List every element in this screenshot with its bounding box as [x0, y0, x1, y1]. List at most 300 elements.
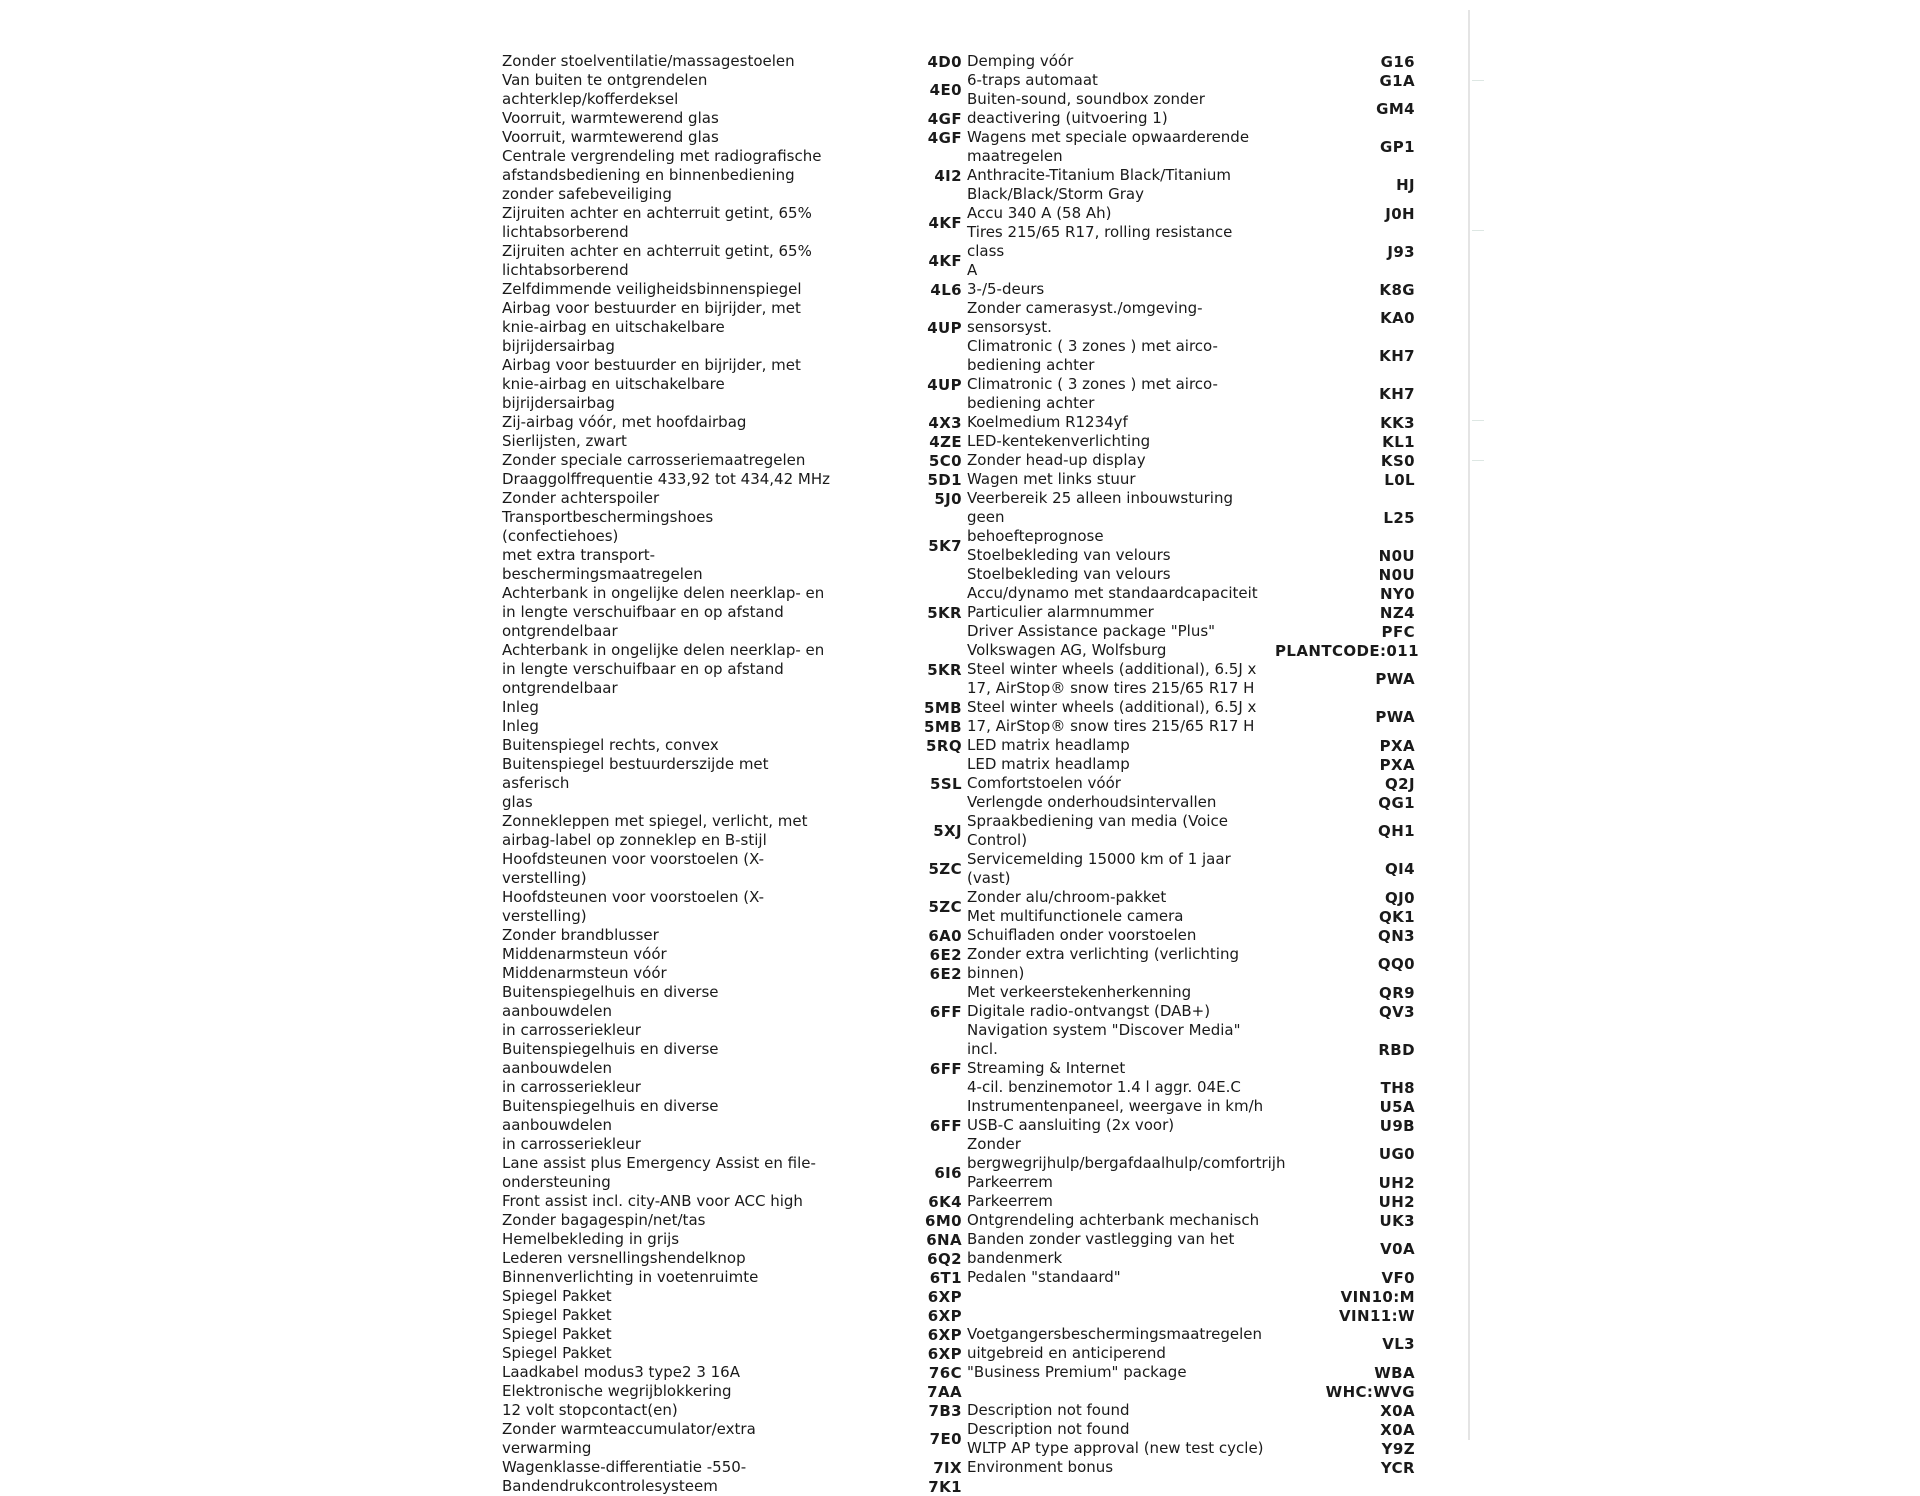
option-entry: [967, 774, 1415, 793]
option-code: 7K1: [928, 1477, 962, 1496]
option-code: N0U: [1378, 546, 1415, 565]
option-description: Zonder head-up display: [967, 451, 1146, 469]
option-code: QG1: [1378, 793, 1415, 812]
option-description: Bandendrukcontrolesysteem: [502, 1477, 718, 1495]
option-entry: [502, 755, 962, 812]
option-entry: [967, 945, 1415, 983]
option-description: Achterbank in ongelijke delen neerklap- en in lengte verschuifbaar en op afstand ontgrendelbaar: [502, 641, 825, 697]
option-description: Steel winter wheels (additional), 6.5J x 17, AirStop® snow tires 215/65 R17 H: [967, 660, 1257, 697]
option-description: Digitale radio-ontvangst (DAB+): [967, 1002, 1211, 1020]
option-description: Hoofdsteunen voor voorstoelen (X- verstelling): [502, 850, 765, 887]
option-code: 6K4: [928, 1192, 962, 1211]
option-code: L25: [1383, 508, 1415, 527]
option-entry: [967, 1439, 1415, 1458]
option-description: Inleg: [502, 717, 539, 735]
option-description: Zijruiten achter en achterruit getint, 65% lichtabsorberend: [502, 204, 812, 241]
option-code: 6FF: [929, 1002, 962, 1021]
option-description: Zonder extra verlichting (verlichting binnen): [967, 945, 1239, 982]
option-code: 6A0: [928, 926, 962, 945]
option-entry: [967, 660, 1415, 698]
option-description: LED matrix headlamp: [967, 755, 1130, 773]
option-code: UH2: [1378, 1192, 1415, 1211]
option-description: Airbag voor bestuurder en bijrijder, met knie-airbag en uitschakelbare bijrijdersairbag: [502, 299, 801, 355]
option-code: PWA: [1375, 670, 1415, 688]
option-entry: [502, 451, 962, 470]
option-description: [967, 1306, 1272, 1325]
option-code: 5J0: [934, 489, 962, 508]
option-code: 7B3: [928, 1401, 962, 1420]
option-code: 5ZC: [928, 898, 962, 916]
option-entry: [502, 508, 962, 584]
option-description: Met multifunctionele camera: [967, 907, 1184, 925]
option-entry: [502, 1154, 962, 1192]
option-description: Comfortstoelen vóór: [967, 774, 1121, 792]
option-code: 5XJ: [933, 822, 962, 840]
option-description: Airbag voor bestuurder en bijrijder, met knie-airbag en uitschakelbare bijrijdersairbag: [502, 356, 801, 412]
option-code: 5D1: [927, 470, 962, 489]
option-code: 6T1: [929, 1268, 962, 1287]
option-code: 6XP: [927, 1344, 962, 1363]
option-entry: [967, 223, 1415, 280]
option-code: 7E0: [929, 1430, 962, 1448]
option-description: Laadkabel modus3 type2 3 16A: [502, 1363, 740, 1381]
option-code: X0A: [1380, 1401, 1415, 1420]
option-code: 7AA: [927, 1382, 962, 1401]
option-entry: [967, 907, 1415, 926]
option-entry: [967, 1306, 1415, 1325]
option-description: Zonder speciale carrosseriemaatregelen: [502, 451, 806, 469]
options-list-right: [967, 52, 1419, 1477]
option-code: 5KR: [927, 660, 962, 679]
option-description: Servicemelding 15000 km of 1 jaar (vast): [967, 850, 1231, 887]
option-code: 5K7: [928, 537, 962, 555]
option-description: Parkeerrem: [967, 1192, 1053, 1210]
option-entry: [502, 1325, 962, 1344]
option-code: 4X3: [928, 413, 962, 432]
option-code: 6NA: [926, 1230, 962, 1249]
option-entry: [502, 1344, 962, 1363]
option-code: L0L: [1384, 470, 1415, 489]
option-code: RBD: [1378, 1040, 1415, 1059]
option-description: LED matrix headlamp: [967, 736, 1130, 754]
edge-tick: [1472, 80, 1484, 81]
option-description: Inleg: [502, 698, 539, 716]
option-entry: [502, 1097, 962, 1154]
option-entry: [967, 1268, 1415, 1287]
option-code: J0H: [1385, 204, 1415, 223]
edge-tick: [1472, 230, 1484, 231]
option-entry: [967, 1420, 1415, 1439]
option-code: QQ0: [1377, 955, 1415, 973]
option-code: PLANTCODE:011: [1275, 641, 1419, 660]
option-entry: [502, 242, 962, 280]
option-description: Accu 340 A (58 Ah): [967, 204, 1112, 222]
option-code: G16: [1380, 52, 1415, 71]
option-code: Q2J: [1385, 774, 1415, 793]
option-code: PXA: [1379, 755, 1415, 774]
option-entry: [967, 622, 1415, 641]
option-entry: [502, 299, 962, 356]
option-entry: [502, 584, 962, 641]
option-description: Lane assist plus Emergency Assist en file- ondersteuning: [502, 1154, 816, 1191]
option-description: Buitenspiegelhuis en diverse aanbouwdelen in carrosseriekleur: [502, 1097, 719, 1153]
option-description: Accu/dynamo met standaardcapaciteit: [967, 584, 1258, 602]
option-code: HJ: [1396, 176, 1415, 194]
option-description: Zonder bergwegrijhulp/bergafdaalhulp/comfortrijh: [967, 1135, 1286, 1172]
option-entry: [967, 584, 1415, 603]
option-description: Description not found: [967, 1420, 1130, 1438]
option-entry: [967, 52, 1415, 71]
option-entry: [967, 1097, 1415, 1116]
option-entry: [502, 489, 962, 508]
option-entry: [502, 470, 962, 489]
option-description: Wagenklasse-differentiatie -550-: [502, 1458, 747, 1476]
option-code: PXA: [1379, 736, 1415, 755]
option-description: Spiegel Pakket: [502, 1344, 612, 1362]
option-entry: [967, 1116, 1415, 1135]
option-description: Stoelbekleding van velours: [967, 546, 1171, 564]
option-description: Spraakbediening van media (Voice Control): [967, 812, 1229, 849]
option-code: 6FF: [929, 1059, 962, 1078]
option-code: WHC:WVG: [1325, 1382, 1415, 1401]
option-description: Centrale vergrendeling met radiografische afstandsbediening en binnenbediening zonder safebeveiliging: [502, 147, 822, 203]
option-entry: [967, 166, 1415, 204]
option-code: 5C0: [928, 451, 962, 470]
option-code: 76C: [928, 1363, 962, 1382]
option-entry: [502, 71, 962, 109]
option-entry: [502, 128, 962, 147]
option-description: WLTP AP type approval (new test cycle): [967, 1439, 1264, 1457]
option-code: 4ZE: [929, 432, 962, 451]
option-entry: [967, 926, 1415, 945]
option-entry: [967, 565, 1415, 584]
option-entry: [967, 1211, 1415, 1230]
option-entry: [967, 603, 1415, 622]
option-code: PFC: [1381, 622, 1415, 641]
option-entry: [502, 1040, 962, 1097]
option-description: Zonder warmteaccumulator/extra verwarming: [502, 1420, 756, 1457]
option-code: U5A: [1379, 1097, 1415, 1116]
option-code: 4KF: [928, 252, 962, 270]
option-code: UG0: [1378, 1145, 1415, 1163]
option-description: Achterbank in ongelijke delen neerklap- en in lengte verschuifbaar en op afstand ontgrendelbaar: [502, 584, 825, 640]
option-code: 6XP: [927, 1287, 962, 1306]
option-code: 5RQ: [926, 736, 962, 755]
option-code: 5MB: [924, 698, 962, 717]
option-code: 4GF: [927, 109, 962, 128]
option-description: Spiegel Pakket: [502, 1325, 612, 1343]
option-description: 3-/5-deurs: [967, 280, 1045, 298]
option-entry: [502, 204, 962, 242]
option-code: 4GF: [927, 128, 962, 147]
option-code: UH2: [1378, 1173, 1415, 1192]
option-entry: [502, 1287, 962, 1306]
option-description: Driver Assistance package "Plus": [967, 622, 1216, 640]
option-code: QI4: [1385, 860, 1415, 878]
option-entry: [502, 926, 962, 945]
option-description: Sierlijsten, zwart: [502, 432, 627, 450]
option-entry: [967, 1401, 1415, 1420]
option-description: Steel winter wheels (additional), 6.5J x 17, AirStop® snow tires 215/65 R17 H: [967, 698, 1257, 735]
option-entry: [502, 812, 962, 850]
option-description: Middenarmsteun vóór: [502, 945, 667, 963]
option-description: Spiegel Pakket: [502, 1287, 612, 1305]
option-entry: [967, 1382, 1415, 1401]
option-entry: [967, 204, 1415, 223]
option-code: KH7: [1379, 347, 1415, 365]
option-entry: [967, 432, 1415, 451]
option-code: 4UP: [927, 318, 962, 337]
option-entry: [967, 375, 1415, 413]
option-description: [967, 1382, 1272, 1401]
option-entry: [967, 1173, 1415, 1192]
option-code: KS0: [1380, 451, 1415, 470]
option-entry: [502, 147, 962, 204]
option-entry: [502, 1382, 962, 1401]
option-entry: [967, 698, 1415, 736]
option-code: UK3: [1379, 1211, 1415, 1230]
option-description: Zonnekleppen met spiegel, verlicht, met airbag-label op zonneklep en B-stijl: [502, 812, 808, 849]
option-entry: [502, 964, 962, 983]
option-description: Voetgangersbeschermingsmaatregelen uitgebreid en anticiperend: [967, 1325, 1263, 1362]
option-code: 7IX: [933, 1458, 962, 1477]
option-code: GM4: [1376, 100, 1415, 118]
option-code: 5MB: [924, 717, 962, 736]
option-description: Climatronic ( 3 zones ) met airco- bediening achter: [967, 337, 1218, 374]
option-code: K8G: [1379, 280, 1415, 299]
option-code: QR9: [1379, 983, 1415, 1002]
option-entry: [967, 1135, 1415, 1173]
option-code: Y9Z: [1381, 1439, 1415, 1458]
option-description: Particulier alarmnummer: [967, 603, 1154, 621]
option-code: X0A: [1380, 1420, 1415, 1439]
option-entry: [967, 546, 1415, 565]
option-entry: [967, 90, 1415, 128]
option-description: 6-traps automaat: [967, 71, 1098, 89]
option-description: Navigation system "Discover Media" incl. Streaming & Internet: [967, 1021, 1241, 1077]
option-code: VIN10:M: [1340, 1287, 1415, 1306]
option-entry: [967, 1287, 1415, 1306]
option-code: 4L6: [930, 280, 962, 299]
option-code: 6M0: [924, 1211, 962, 1230]
option-description: Binnenverlichting in voetenruimte: [502, 1268, 759, 1286]
option-description: Middenarmsteun vóór: [502, 964, 667, 982]
option-entry: [502, 717, 962, 736]
option-description: Zonder alu/chroom-pakket: [967, 888, 1167, 906]
option-description: Stoelbekleding van velours: [967, 565, 1171, 583]
option-entry: [502, 1249, 962, 1268]
option-description: Schuifladen onder voorstoelen: [967, 926, 1197, 944]
option-code: 5KR: [927, 603, 962, 622]
option-code: 4E0: [929, 81, 962, 99]
option-description: Voorruit, warmtewerend glas: [502, 128, 719, 146]
option-entry: [502, 280, 962, 299]
option-entry: [502, 1211, 962, 1230]
option-code: V0A: [1380, 1240, 1415, 1258]
option-description: Wagen met links stuur: [967, 470, 1136, 488]
option-code: 6E2: [929, 964, 962, 983]
option-entry: [967, 1363, 1415, 1382]
option-code: 6FF: [929, 1116, 962, 1135]
option-code: KH7: [1379, 385, 1415, 403]
option-code: N0U: [1378, 565, 1415, 584]
option-entry: [967, 888, 1415, 907]
option-entry: [967, 850, 1415, 888]
option-code: 5ZC: [928, 860, 962, 878]
option-entry: [502, 983, 962, 1040]
options-list-left: [502, 52, 962, 1496]
option-description: [967, 1287, 1272, 1306]
option-description: Zonder brandblusser: [502, 926, 659, 944]
option-description: Draaggolffrequentie 433,92 tot 434,42 MHz: [502, 470, 831, 488]
option-entry: [967, 983, 1415, 1002]
option-description: Buitenspiegel bestuurderszijde met asferisch glas: [502, 755, 769, 811]
option-description: Buiten-sound, soundbox zonder deactivering (uitvoering 1): [967, 90, 1205, 127]
option-entry: [502, 888, 962, 926]
option-entry: [502, 736, 962, 755]
option-code: PWA: [1375, 708, 1415, 726]
option-code: GP1: [1380, 138, 1415, 156]
option-entry: [967, 1192, 1415, 1211]
option-description: Veerbereik 25 alleen inbouwsturing geen behoefteprognose: [967, 489, 1233, 545]
option-entry: [502, 945, 962, 964]
option-entry: [502, 109, 962, 128]
option-description: Zonder stoelventilatie/massagestoelen: [502, 52, 795, 70]
option-code: VL3: [1382, 1335, 1415, 1353]
option-description: Transportbeschermingshoes (confectiehoes) met extra transport- beschermingsmaatregelen: [502, 508, 714, 583]
option-code: 4KF: [928, 214, 962, 232]
option-code: VF0: [1381, 1268, 1415, 1287]
option-description: Description not found: [967, 1401, 1130, 1419]
option-entry: [967, 489, 1415, 546]
option-description: Zonder camerasyst./omgeving- sensorsyst.: [967, 299, 1203, 336]
option-description: Parkeerrem: [967, 1173, 1053, 1191]
option-description: Volkswagen AG, Wolfsburg: [967, 641, 1167, 659]
option-entry: [502, 1477, 962, 1496]
option-entry: [967, 413, 1415, 432]
option-entry: [967, 1078, 1415, 1097]
option-entry: [967, 1458, 1415, 1477]
option-code: KL1: [1382, 432, 1415, 451]
option-entry: [967, 1002, 1415, 1021]
edge-tick: [1472, 460, 1484, 461]
option-code: NY0: [1379, 584, 1415, 603]
option-code: VIN11:W: [1339, 1306, 1415, 1325]
option-code: 4I2: [934, 166, 962, 185]
option-entry: [967, 337, 1415, 375]
option-code: KK3: [1380, 413, 1415, 432]
option-entry: [502, 1306, 962, 1325]
option-code: QH1: [1378, 822, 1415, 840]
option-entry: [967, 470, 1415, 489]
option-code: QV3: [1379, 1002, 1415, 1021]
page-edge-shadow: [1468, 10, 1470, 1440]
option-description: Zelfdimmende veiligheidsbinnenspiegel: [502, 280, 802, 298]
option-description: Verlengde onderhoudsintervallen: [967, 793, 1217, 811]
option-code: 6XP: [927, 1306, 962, 1325]
option-code: TH8: [1380, 1078, 1415, 1097]
option-entry: [502, 52, 962, 71]
option-entry: [967, 128, 1415, 166]
option-entry: [967, 299, 1415, 337]
option-description: Tires 215/65 R17, rolling resistance class A: [967, 223, 1233, 279]
option-code: WBA: [1374, 1363, 1415, 1382]
option-entry: [502, 641, 962, 698]
option-code: 6I6: [934, 1164, 962, 1182]
option-description: 12 volt stopcontact(en): [502, 1401, 678, 1419]
option-entry: [502, 1268, 962, 1287]
option-description: "Business Premium" package: [967, 1363, 1187, 1381]
option-entry: [502, 1230, 962, 1249]
option-code: 6Q2: [927, 1249, 962, 1268]
option-entry: [967, 71, 1415, 90]
option-description: Environment bonus: [967, 1458, 1114, 1476]
option-description: Zij-airbag vóór, met hoofdairbag: [502, 413, 747, 431]
option-description: Instrumentenpaneel, weergave in km/h: [967, 1097, 1264, 1115]
option-code: G1A: [1379, 71, 1415, 90]
option-code: QJ0: [1385, 888, 1415, 907]
option-entry: [502, 1192, 962, 1211]
option-code: 4D0: [927, 52, 962, 71]
option-code: 6XP: [927, 1325, 962, 1344]
option-description: Hoofdsteunen voor voorstoelen (X- verstelling): [502, 888, 765, 925]
option-code: QK1: [1378, 907, 1415, 926]
option-code: J93: [1387, 242, 1415, 261]
option-entry: [967, 280, 1415, 299]
option-description: Pedalen "standaard": [967, 1268, 1121, 1286]
option-entry: [502, 850, 962, 888]
option-entry: [967, 736, 1415, 755]
option-description: Elektronische wegrijblokkering: [502, 1382, 732, 1400]
option-code: 6E2: [929, 945, 962, 964]
option-description: USB-C aansluiting (2x voor): [967, 1116, 1175, 1134]
option-entry: [502, 1458, 962, 1477]
option-description: Front assist incl. city-ANB voor ACC high: [502, 1192, 803, 1210]
option-entry: [502, 1420, 962, 1458]
option-description: Zijruiten achter en achterruit getint, 65% lichtabsorberend: [502, 242, 812, 279]
edge-tick: [1472, 420, 1484, 421]
option-entry: [502, 413, 962, 432]
option-description: Buitenspiegelhuis en diverse aanbouwdelen in carrosseriekleur: [502, 983, 719, 1039]
option-description: Zonder achterspoiler: [502, 489, 660, 507]
option-description: Buitenspiegelhuis en diverse aanbouwdelen in carrosseriekleur: [502, 1040, 719, 1096]
option-entry: [967, 812, 1415, 850]
option-description: 4-cil. benzinemotor 1.4 l aggr. 04E.C: [967, 1078, 1241, 1096]
option-description: Banden zonder vastlegging van het bandenmerk: [967, 1230, 1235, 1267]
option-description: LED-kentekenverlichting: [967, 432, 1151, 450]
option-description: Climatronic ( 3 zones ) met airco- bediening achter: [967, 375, 1218, 412]
option-description: Lederen versnellingshendelknop: [502, 1249, 746, 1267]
option-description: Ontgrendeling achterbank mechanisch: [967, 1211, 1260, 1229]
option-entry: [967, 1021, 1415, 1078]
option-description: Buitenspiegel rechts, convex: [502, 736, 719, 754]
option-entry: [967, 641, 1419, 660]
option-description: Zonder bagagespin/net/tas: [502, 1211, 706, 1229]
option-entry: [967, 1230, 1415, 1268]
option-description: Koelmedium R1234yf: [967, 413, 1128, 431]
option-entry: [502, 432, 962, 451]
option-description: Met verkeerstekenherkenning: [967, 983, 1192, 1001]
option-description: Voorruit, warmtewerend glas: [502, 109, 719, 127]
option-description: Anthracite-Titanium Black/Titanium Black/Black/Storm Gray: [967, 166, 1231, 203]
option-entry: [967, 1325, 1415, 1363]
option-entry: [502, 1401, 962, 1420]
option-code: KA0: [1380, 309, 1415, 327]
option-entry: [502, 1363, 962, 1382]
option-code: QN3: [1378, 926, 1415, 945]
option-code: NZ4: [1379, 603, 1415, 622]
option-description: Hemelbekleding in grijs: [502, 1230, 680, 1248]
